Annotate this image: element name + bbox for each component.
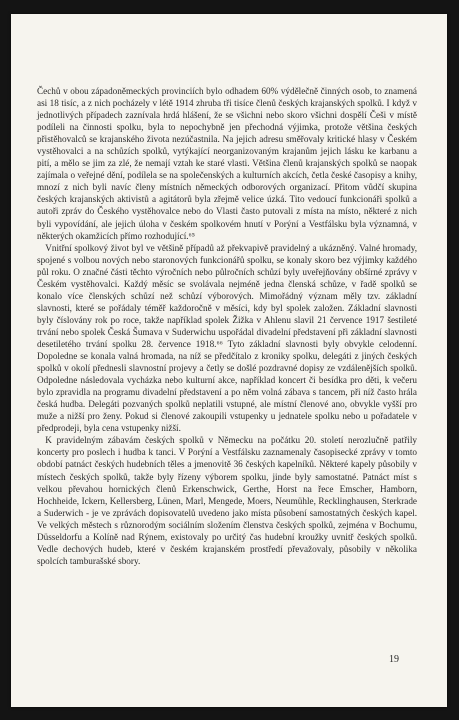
paragraph-2: Vnitřní spolkový život byl ve většině případů až překvapivě pravidelný a ukázněný. Valné hromady, spojené s volbou nových nebo staronových funkcionářů spolku, se konaly skoro bez výjimky každého půl roku. O značné části těchto výročních nebo půlročních schůzí byly uveřejňovány obšírné zprávy v Českém vystěhovalci. Každý měsíc se svolávala nejméně jedna členská schůze, v řadě spolků se konalo více členských schůzí než schůzí výborových. Mimořádný význam měly tzv. základní slavnosti, které se pořádaly téměř každoročně v měsíci, kdy byl spolek založen. Základní slavnosti byly číslovány rok po roce, takže například spolek Žižka v Ahlenu slavil 21 července 1917 šestileté trvání nebo spolek Česká Šumava v Suderwichu uspořádal divadelní představení při základní slavnosti desetiletého trvání spolku 28. července 1918.⁶⁶ Tyto základní slavnosti byly obvykle celodenní. Dopoledne se konala valná hromada, na níž se předčítalo z kroniky spolku, delegáti z jiných českých spolků v okolí přednesli slavnostní projevy a četly se došlé pozdravné dopisy ze vzdálenějších spolků. Odpoledne následovala vycházka nebo kulturní akce, například koncert či besídka pro děti, k večeru bylo zpravidla na programu divadelní představení a po něm volná zábava s tancem, při níž často hrála česká hudba. Delegáti pozvaných spolků neplatili vstupné, ale místní členové ano, obvykle vyšší pro muže a nižší pro ženy. Pokud si členové zakoupili vstupenky u jednatele spolku nebo u pořadatele v předprodeji, byla cena vstupenky nižší.	[37, 242, 417, 434]
book-page	[11, 14, 447, 707]
page-number: 19	[389, 654, 399, 665]
paragraph-3: K pravidelným zábavám českých spolků v Německu na počátku 20. století nerozlučně patřily koncerty pro poslech i hudba k tanci. V Porýní a Vestfálsku zaznamenaly časopisecké zprávy v tomto období patnáct českých hudebních těles a jmenovitě 36 českých kapelníků. Některé kapely působily v místech českých spolků, takže byly řízeny výborem spolku, jinde byly samostatné. Patnáct míst s velkou převahou hornických členů Erkenschwick, Gerthe, Horst na řece Emscher, Hamborn, Hochheide, Ickern, Kellersberg, Lünen, Marl, Mengede, Moers, Neumühle, Recklinghausen, Sterkrade a Suderwich - je ve zprávách dopisovatelů uvedeno jako místa působení samostatných českých kapel. Ve velkých městech s různorodým sociálním složením členstva českých spolků, zejména v Bochumu, Düsseldorfu a Kolíně nad Rýnem, existovaly po určitý čas hudební kroužky uvnitř českých spolků. Vedle dechových hudeb, které v českém krajanském prostředí převažovaly, působily v několika spolcích tamburašské sbory.	[37, 435, 417, 566]
body-text	[37, 85, 417, 567]
paragraph-1: Čechů v obou západoněmeckých provinciích bylo odhadem 60% výdělečně činných osob, to znamená asi 18 tisíc, a z nich pocházely v létě 1914 zhruba tři tisíce členů českých krajanských spolků. I když v jednotlivých případech zaznívala hrdá hlášení, že se všichni nebo skoro všichni dospělí Češi v místě podíleli na činnosti spolku, byla to nepochybně jen přechodná výjimka, protože většina českých přistěhovalců se krajanského života nezúčastnila. Na jejich adresu směřovaly kritické hlasy v Českém vystěhovalci a na schůzích spolků, vytýkající neorganizovaným krajanům jejich lásku ke karbanu a pití, a mělo se jim za zlé, že nemají vztah ke staré vlasti. Většina členů krajanských spolků se naopak zajímala o veřejné dění, podílela se na společenských a kulturních akcích, četla české časopisy a knihy, mnozí z nich byli navíc členy místních německých odborových organizací. Přitom vůdčí skupina českých krajanských aktivistů a agitátorů byla zřejmě velice úzká. Tito vedoucí funkcionáři spolků a autoři zpráv do Českého vystěhovalce nebo do Vlasti často putovali z místa na místo, některé z nich byli vypovídání, ale jejich úloha v českém spolkovém hnutí v Porýní a Vestfálsku byla významná, v některých okamžicích přímo rozhodující.⁶⁵	[37, 86, 417, 241]
